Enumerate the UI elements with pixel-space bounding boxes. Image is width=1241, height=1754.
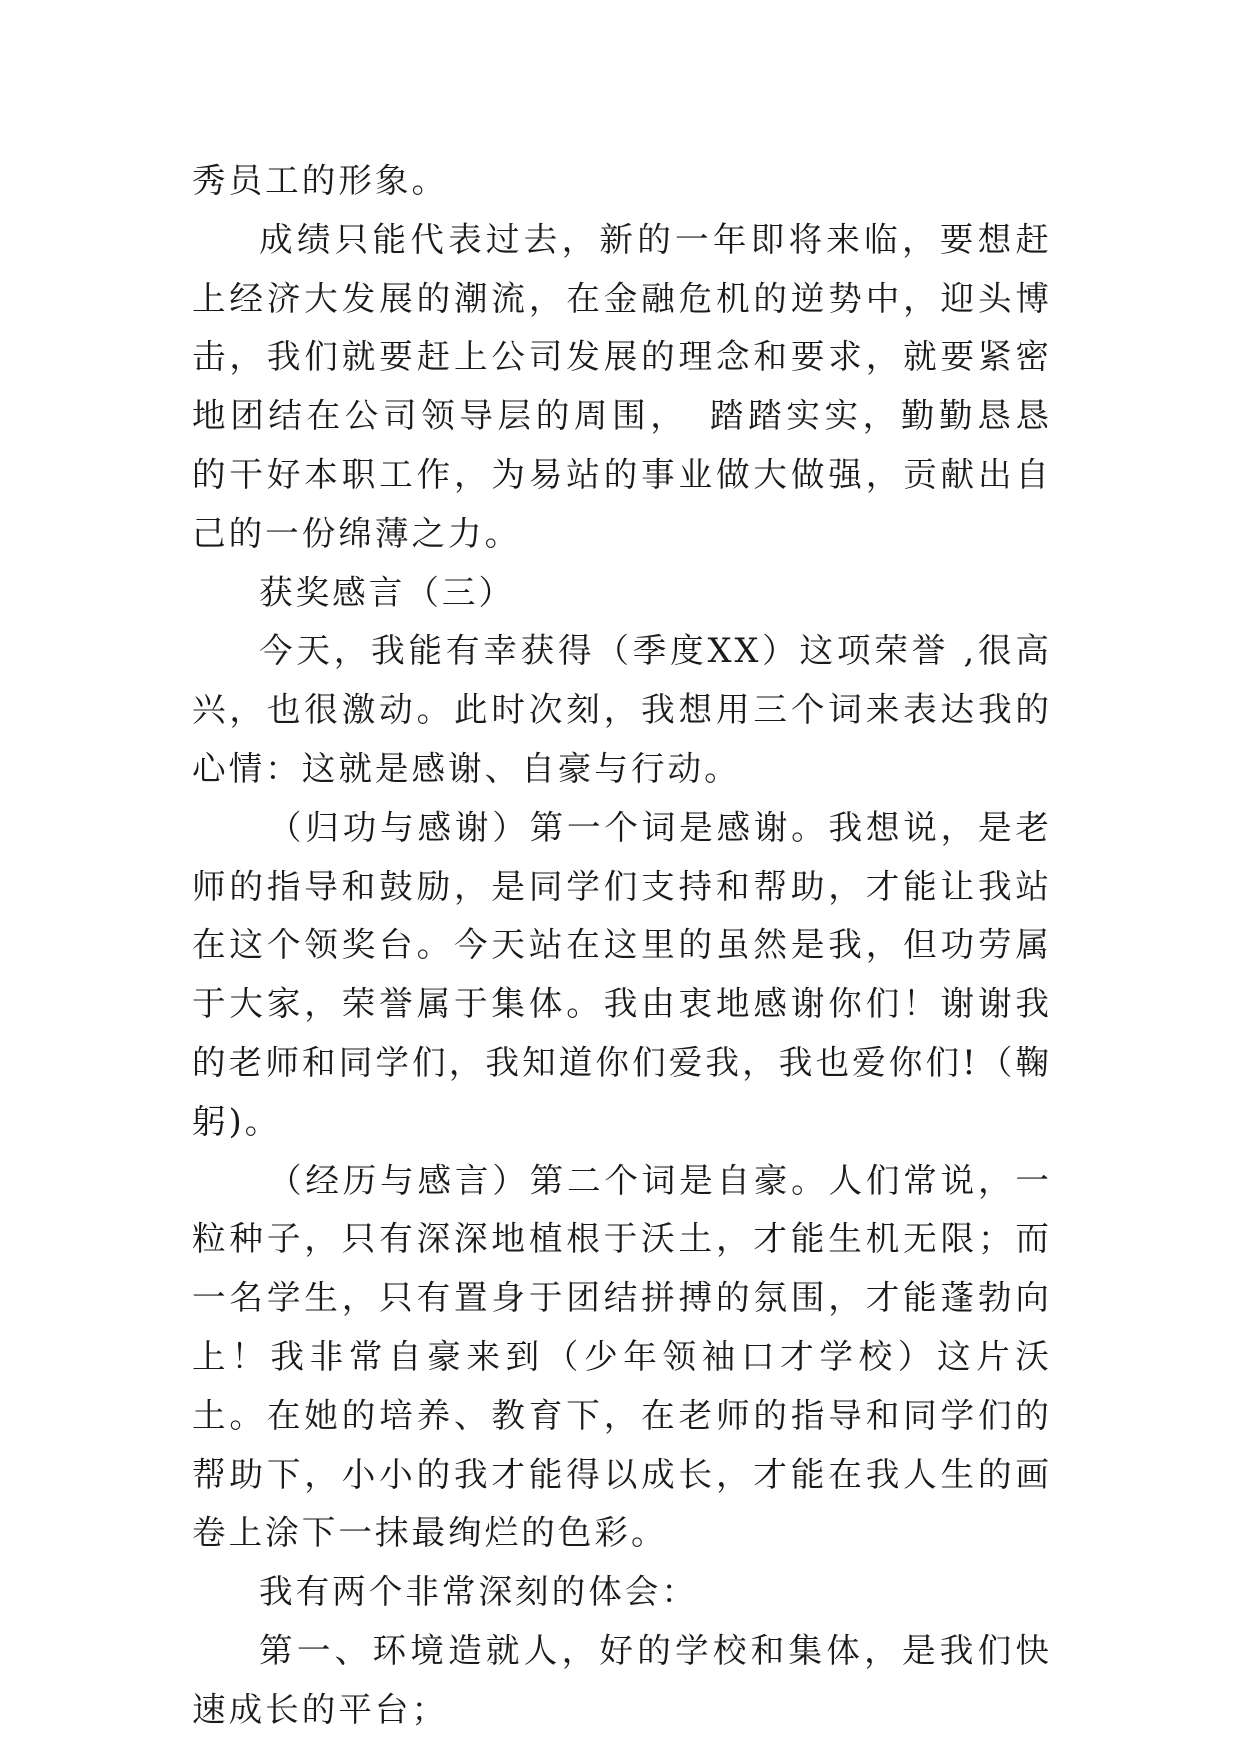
document-body (192, 152, 1052, 1740)
paragraph-gratitude: （归功与感谢）第一个词是感谢。我想说，是老师的指导和鼓励，是同学们支持和帮助，才能让我站在这个领奖台。今天站在这里的虽然是我，但功劳属于大家，荣誉属于集体。我由衷地感谢你们！谢谢我的老师和同学们，我知道你们爱我，我也爱你们!（鞠躬)。 (192, 807, 1052, 1141)
paragraph-insights-intro: 我有两个非常深刻的体会： (259, 1572, 698, 1612)
paragraph-continuation: 秀员工的形象。 (192, 161, 449, 200)
paragraph-achievements: 成绩只能代表过去，新的一年即将来临，要想赶上经济大发展的潮流，在金融危机的逆势中，迎头博击，我们就要赶上公司发展的理念和要求，就要紧密地团结在公司领导层的周围， 踏踏实实，勤勤恳恳的干好本职工作，为易站的事业做大做强，贡献出自己的一份绵薄之力。 (192, 219, 1052, 553)
paragraph-opening: 今天，我能有幸获得（季度XX）这项荣誉 ,很高兴，也很激动。此时次刻，我想用三个词来表达我的心情：这就是感谢、自豪与行动。 (192, 631, 1052, 788)
paragraph-insight-one: 第一、环境造就人，好的学校和集体，是我们快速成长的平台； (192, 1630, 1052, 1729)
section-heading: 获奖感言（三） (259, 572, 516, 612)
paragraph-pride: （经历与感言）第二个词是自豪。人们常说，一粒种子，只有深深地植根于沃土，才能生机无限；而一名学生，只有置身于团结拼搏的氛围，才能蓬勃向上！我非常自豪来到（少年领袖口才学校）这片沃土。在她的培养、教育下，在老师的指导和同学们的帮助下，小小的我才能得以成长，才能在我人生的画卷上涂下一抹最绚烂的色彩。 (192, 1160, 1052, 1553)
